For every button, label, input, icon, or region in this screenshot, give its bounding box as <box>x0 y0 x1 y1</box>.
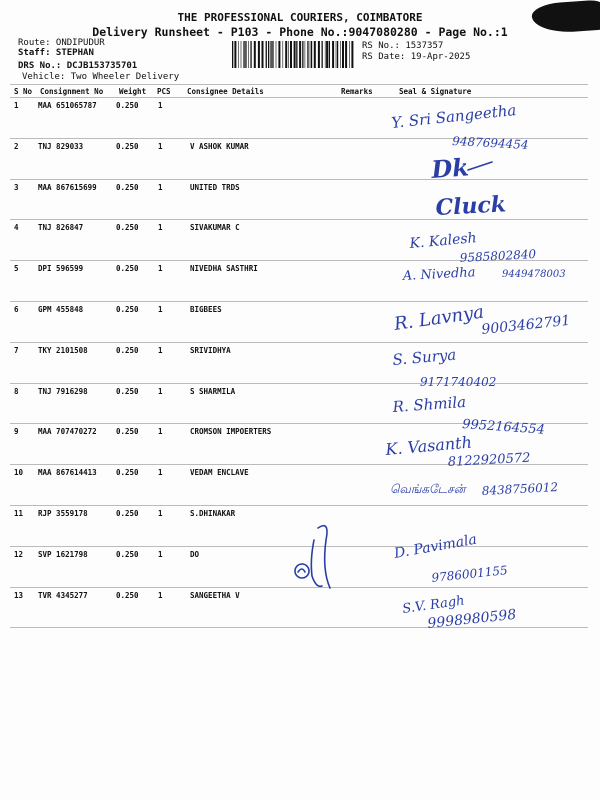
staff-info: Staff: STEPHAN <box>18 48 94 58</box>
row-consignment-no: RJP 3559178 <box>38 509 88 518</box>
rs-number: RS No.: 1537357 <box>362 41 444 51</box>
row-consignee: V ASHOK KUMAR <box>190 142 249 151</box>
row-consignee: SANGEETHA V <box>190 591 240 600</box>
row-consignee: NIVEDHA SASTHRI <box>190 264 258 273</box>
row-weight: 0.250 <box>116 264 139 273</box>
signature-3 <box>435 191 507 221</box>
row-weight: 0.250 <box>116 223 139 232</box>
row-consignee: SIVAKUMAR C <box>190 223 240 232</box>
svg-text:R. Lavnya: R. Lavnya <box>392 301 486 335</box>
signature-6 <box>392 302 571 338</box>
signature-13 <box>401 593 517 632</box>
svg-text:S. Surya: S. Surya <box>391 345 457 369</box>
row-weight: 0.250 <box>116 305 139 314</box>
row-pcs: 1 <box>158 346 163 355</box>
row-consignment-no: MAA 651065787 <box>38 101 97 110</box>
row-consignment-no: TKY 2101508 <box>38 346 88 355</box>
svg-text:Cluck: Cluck <box>434 191 507 221</box>
row-consignee: UNITED TRDS <box>190 183 240 192</box>
signature-1 <box>391 101 529 152</box>
row-consignment-no: TNJ 826847 <box>38 223 84 232</box>
row-consignment-no: MAA 707470272 <box>38 427 97 436</box>
row-sno: 2 <box>14 142 19 151</box>
row-pcs: 1 <box>158 550 163 559</box>
row-pcs: 1 <box>158 387 163 396</box>
row-sno: 3 <box>14 183 19 192</box>
svg-text:R. Shmila: R. Shmila <box>392 392 467 416</box>
row-weight: 0.250 <box>116 550 139 559</box>
row-weight: 0.250 <box>116 101 139 110</box>
row-weight: 0.250 <box>116 509 139 518</box>
signature-10 <box>390 480 558 498</box>
svg-text:8438756012: 8438756012 <box>481 480 559 498</box>
route-info: Route: ONDIPUDUR <box>18 38 105 48</box>
svg-text:9003462791: 9003462791 <box>480 312 572 338</box>
col-sno: S No <box>14 87 33 96</box>
svg-text:9952164554: 9952164554 <box>461 417 546 438</box>
row-consignee: CROMSON IMPOERTERS <box>190 427 272 436</box>
row-sno: 8 <box>14 387 19 396</box>
col-consignment: Consignment No <box>40 87 104 96</box>
rs-date: RS Date: 19-Apr-2025 <box>362 52 471 62</box>
row-sno: 6 <box>14 305 19 314</box>
signature-7 <box>392 345 497 389</box>
col-weight: Weight <box>119 87 147 96</box>
row-consignee: BIGBEES <box>190 305 222 314</box>
row-consignment-no: TNJ 7916298 <box>38 387 88 396</box>
col-seal-signature: Seal & Signature <box>399 87 472 96</box>
row-weight: 0.250 <box>116 142 139 151</box>
row-consignment-no: TNJ 829033 <box>38 142 84 151</box>
col-pcs: PCS <box>157 87 171 96</box>
signature-12 <box>392 532 508 585</box>
row-pcs: 1 <box>158 591 163 600</box>
row-consignment-no: TVR 4345277 <box>38 591 88 600</box>
signature-8 <box>391 393 545 438</box>
signature-2 <box>429 152 492 184</box>
row-pcs: 1 <box>158 183 163 192</box>
row-sno: 13 <box>14 591 24 600</box>
row-consignment-no: MAA 867614413 <box>38 468 97 477</box>
company-title: THE PROFESSIONAL COURIERS, COIMBATORE <box>177 11 423 24</box>
svg-text:A. Nivedha: A. Nivedha <box>402 265 476 284</box>
vehicle-info: Vehicle: Two Wheeler Delivery <box>22 72 180 82</box>
col-remarks: Remarks <box>341 87 373 96</box>
row-pcs: 1 <box>158 101 163 110</box>
row-sno: 10 <box>14 468 24 477</box>
svg-text:Y. Sri Sangeetha: Y. Sri Sangeetha <box>390 100 518 132</box>
remark-bracket-scribble <box>295 526 330 588</box>
row-consignee: S SHARMILA <box>190 387 236 396</box>
row-pcs: 1 <box>158 468 163 477</box>
row-consignment-no: MAA 867615699 <box>38 183 97 192</box>
svg-text:9998980598: 9998980598 <box>426 606 518 632</box>
row-pcs: 1 <box>158 264 163 273</box>
svg-text:D. Pavimala: D. Pavimala <box>392 531 479 562</box>
row-consignment-no: GPM 455848 <box>38 305 84 314</box>
row-consignee: VEDAM ENCLAVE <box>190 468 249 477</box>
svg-text:வெங்கடேசன்: வெங்கடேசன் <box>390 482 466 496</box>
row-weight: 0.250 <box>116 387 139 396</box>
row-pcs: 1 <box>158 305 163 314</box>
row-sno: 9 <box>14 427 19 436</box>
svg-text:9487694454: 9487694454 <box>451 134 529 152</box>
svg-text:K. Kalesh: K. Kalesh <box>408 230 478 252</box>
svg-text:9786001155: 9786001155 <box>430 563 509 585</box>
svg-text:9585802840: 9585802840 <box>459 247 537 265</box>
signature-9 <box>384 433 531 470</box>
row-sno: 12 <box>14 550 24 559</box>
row-weight: 0.250 <box>116 591 139 600</box>
svg-text:9171740402: 9171740402 <box>420 375 497 389</box>
row-pcs: 1 <box>158 223 163 232</box>
row-pcs: 1 <box>158 509 163 518</box>
row-consignment-no: SVP 1621798 <box>38 550 88 559</box>
row-weight: 0.250 <box>116 427 139 436</box>
row-weight: 0.250 <box>116 468 139 477</box>
svg-text:K. Vasanth: K. Vasanth <box>384 432 473 459</box>
row-sno: 4 <box>14 223 19 232</box>
row-consignment-no: DPI 596599 <box>38 264 84 273</box>
svg-text:S.V. Ragh: S.V. Ragh <box>401 593 466 617</box>
drs-info: DRS No.: DCJB153735701 <box>18 61 138 71</box>
row-sno: 11 <box>14 509 24 518</box>
row-weight: 0.250 <box>116 346 139 355</box>
row-sno: 5 <box>14 264 19 273</box>
row-consignee: DO <box>190 550 200 559</box>
svg-text:8122920572: 8122920572 <box>447 450 531 470</box>
row-sno: 7 <box>14 346 19 355</box>
col-consignee: Consignee Details <box>187 87 264 96</box>
row-pcs: 1 <box>158 142 163 151</box>
row-consignee: SRIVIDHYA <box>190 346 231 355</box>
row-consignee: S.DHINAKAR <box>190 509 236 518</box>
row-weight: 0.250 <box>116 183 139 192</box>
signature-5 <box>401 265 565 284</box>
runsheet-subtitle: Delivery Runsheet - P103 - Phone No.:9047080280 - Page No.:1 <box>92 25 508 39</box>
svg-text:Dk: Dk <box>430 152 470 184</box>
row-sno: 1 <box>14 101 19 110</box>
signature-4 <box>408 230 537 265</box>
row-pcs: 1 <box>158 427 163 436</box>
svg-text:9449478003: 9449478003 <box>502 269 566 280</box>
